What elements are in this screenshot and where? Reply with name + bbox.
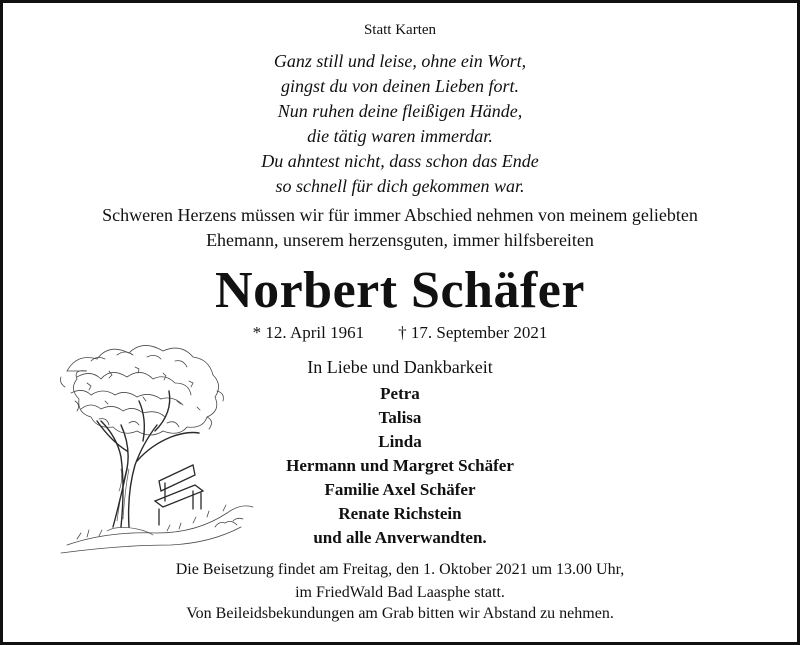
poem-line: so schnell für dich gekommen war. <box>275 176 525 196</box>
death-date: † 17. September 2021 <box>398 323 548 342</box>
poem-line: Du ahntest nicht, dass schon das Ende <box>261 151 539 171</box>
poem-line: die tätig waren immerdar. <box>307 126 493 146</box>
mourner-name: Linda <box>378 432 422 451</box>
poem-line: Nun ruhen deine fleißigen Hände, <box>277 101 523 121</box>
funeral-info-line: im FriedWald Bad Laasphe statt. <box>295 584 505 601</box>
mourner-name: Hermann und Margret Schäfer <box>286 456 514 475</box>
mourner-name: Familie Axel Schäfer <box>324 480 476 499</box>
condolence-note: Von Beileidsbekundungen am Grab bitten wir Abstand zu nehmen. <box>186 605 614 622</box>
deceased-name: Norbert Schäfer <box>215 262 585 319</box>
mourner-name: und alle Anverwandten. <box>313 528 487 547</box>
mourner-name: Talisa <box>378 408 422 427</box>
poem-line: Ganz still und leise, ohne ein Wort, <box>273 51 527 71</box>
birth-date: * 12. April 1961 <box>252 323 365 342</box>
intro-line: Ehemann, unserem herzensguten, immer hilfsbereiten <box>206 230 594 250</box>
mourner-name: Petra <box>380 384 420 403</box>
poem-line: gingst du von deinen Lieben fort. <box>281 76 519 96</box>
dedication: In Liebe und Dankbarkeit <box>307 357 493 377</box>
intro-line: Schweren Herzens müssen wir für immer Abschied nehmen von meinem geliebten <box>102 205 698 225</box>
funeral-info-line: Die Beisetzung findet am Freitag, den 1. Oktober 2021 um 13.00 Uhr, <box>175 561 625 578</box>
mourner-name: Renate Richstein <box>338 504 462 523</box>
header-text: Statt Karten <box>363 22 437 38</box>
